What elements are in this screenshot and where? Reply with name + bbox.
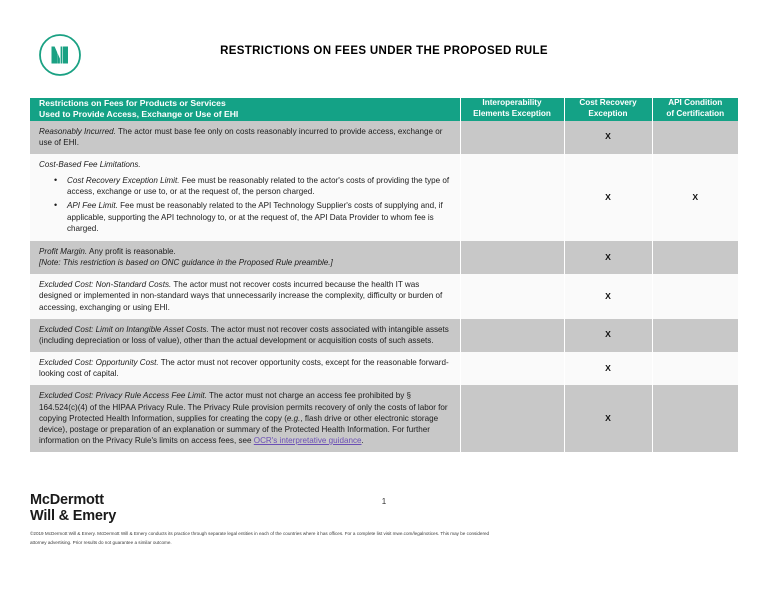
restriction-text [39, 390, 452, 446]
restriction-term: Profit Margin. [39, 246, 88, 256]
page-title: RESTRICTIONS ON FEES UNDER THE PROPOSED RULE [220, 45, 548, 57]
restriction-body: The actor must not recover costs incurred because the health IT was designed or implemented in non-standard ways that unnecessarily increase the complexity, difficulty or burden of accessing, exchanging or using EHI. [39, 280, 443, 312]
restriction-term: Cost-Based Fee Limitations. [39, 160, 141, 169]
restriction-body-continued: , flash drive or other electronic storage device), postage or preparation of an explanation or summary of the Protected Health Information. For further information on the Privacy Rule's limits on access fees, see [39, 413, 439, 445]
api-condition-mark-cell [652, 274, 738, 318]
list-item [67, 175, 452, 197]
restriction-term: Excluded Cost: Non-Standard Costs. [39, 280, 172, 290]
header-col3-line2: Exception [588, 108, 628, 118]
firm-name-line2: Will & Emery [30, 508, 117, 525]
list-item [67, 200, 452, 233]
header-col2-line2: Elements Exception [473, 108, 551, 118]
cost-recovery-mark-cell: X [564, 352, 652, 385]
cost-recovery-mark-cell: X [564, 274, 652, 318]
header-desc-line1: Restrictions on Fees for Products or Services [39, 98, 226, 108]
restriction-description-cell [30, 154, 460, 241]
restriction-text [39, 159, 452, 170]
restriction-term: Excluded Cost: Privacy Rule Access Fee Limit. [39, 391, 207, 401]
interoperability-mark-cell [460, 352, 564, 385]
interoperability-mark-cell [460, 385, 564, 452]
restriction-description-cell [30, 241, 460, 274]
header-desc-line2: Used to Provide Access, Exchange or Use of EHI [39, 109, 239, 120]
restriction-text [39, 324, 452, 346]
table-row [30, 319, 738, 352]
restriction-text [39, 279, 452, 312]
restriction-body-end: . [361, 435, 364, 445]
table-row [30, 274, 738, 318]
api-condition-mark-cell [652, 352, 738, 385]
column-header-interoperability-elements-exception [460, 98, 564, 121]
api-condition-mark-cell: X [652, 154, 738, 241]
bullet-term: Cost Recovery Exception Limit. [67, 176, 180, 186]
restriction-body-emphasis: e.g. [286, 413, 301, 423]
restriction-description-cell [30, 121, 460, 154]
cost-recovery-mark-cell: X [564, 319, 652, 352]
restriction-body: The actor must not recover costs associated with intangible assets (including depreciation or loss of value), other than the actual development or acquisition costs of such assets. [39, 324, 449, 345]
restrictions-table [30, 98, 738, 452]
header-row [30, 98, 738, 121]
table-row [30, 121, 738, 154]
header-col3-line1: Cost Recovery [579, 98, 637, 107]
column-header-cost-recovery-exception [564, 98, 652, 121]
table-header [30, 98, 738, 121]
interoperability-mark-cell [460, 121, 564, 154]
page-number: 1 [381, 497, 387, 506]
document-footer [30, 492, 738, 547]
table-row [30, 241, 738, 274]
restriction-body: The actor must base fee only on costs reasonably incurred to provide access, exchange or use of EHI. [39, 126, 443, 147]
restriction-text [39, 126, 452, 148]
interoperability-mark-cell [460, 319, 564, 352]
table-row [30, 352, 738, 385]
restriction-body: The actor must not charge an access fee prohibited by § 164.524(c)(4) of the HIPAA Privacy Rule. The Privacy Rule provision permits recovery of only the costs of labor for copying Protected Health Information, supplies for creating the copy ( [39, 391, 448, 423]
table-body [30, 121, 738, 452]
firm-name-line1: McDermott [30, 492, 104, 508]
restriction-term: Reasonably Incurred. [39, 126, 116, 136]
ocr-guidance-link[interactable]: OCR's interpretative guidance [253, 435, 362, 445]
table-row [30, 385, 738, 452]
cost-recovery-mark-cell: X [564, 385, 652, 452]
cost-recovery-mark-cell: X [564, 154, 652, 241]
bullet-body: Fee must be reasonably related to the API Technology Supplier's costs of supplying and, if applicable, supporting the API technology to, or at the request of, the API Data Provider to whom fee is charged. [67, 201, 443, 233]
interoperability-mark-cell [460, 274, 564, 318]
column-header-description [30, 98, 460, 121]
interoperability-mark-cell [460, 241, 564, 274]
bullet-term: API Fee Limit. [67, 201, 118, 211]
header-col4-line2: of Certification [666, 108, 725, 118]
cost-recovery-mark-cell: X [564, 121, 652, 154]
header-col4-line1: API Condition [668, 98, 723, 107]
document-header [30, 0, 738, 68]
disclaimer-line1: ©2019 McDermott Will & Emery. McDermott Will & Emery conducts its practice through separate legal entities in each of the countries where it has offices. For a complete list visit mwe.com/legalnotices. This may be considered [30, 531, 490, 537]
disclaimer-line2: attorney advertising. Prior results do not guarantee a similar outcome. [30, 539, 172, 545]
api-condition-mark-cell [652, 121, 738, 154]
interoperability-mark-cell [460, 154, 564, 241]
restriction-text [39, 246, 452, 257]
restriction-body: Any profit is reasonable. [87, 246, 176, 256]
restriction-description-cell [30, 385, 460, 452]
bullet-body: Fee must be reasonably related to the actor's costs of providing the type of access, exchange or use to, or at the request of, the person charged. [67, 176, 450, 197]
api-condition-mark-cell [652, 385, 738, 452]
restriction-text [39, 357, 452, 379]
api-condition-mark-cell [652, 319, 738, 352]
restriction-term: Excluded Cost: Opportunity Cost. [39, 358, 159, 368]
table-row [30, 154, 738, 241]
restriction-description-cell [30, 319, 460, 352]
restriction-bullet-list [39, 175, 452, 234]
header-col2-line1: Interoperability [482, 98, 542, 107]
restriction-term: Excluded Cost: Limit on Intangible Asset Costs. [39, 324, 209, 334]
restriction-description-cell [30, 274, 460, 318]
restriction-description-cell [30, 352, 460, 385]
restriction-note: [Note: This restriction is based on ONC guidance in the Proposed Rule preamble.] [39, 258, 333, 268]
restriction-body: The actor must not recover opportunity costs, except for the reasonable forward-looking cost of capital. [39, 358, 449, 379]
legal-disclaimer [30, 530, 738, 546]
api-condition-mark-cell [652, 241, 738, 274]
column-header-api-condition-of-certification [652, 98, 738, 121]
cost-recovery-mark-cell: X [564, 241, 652, 274]
